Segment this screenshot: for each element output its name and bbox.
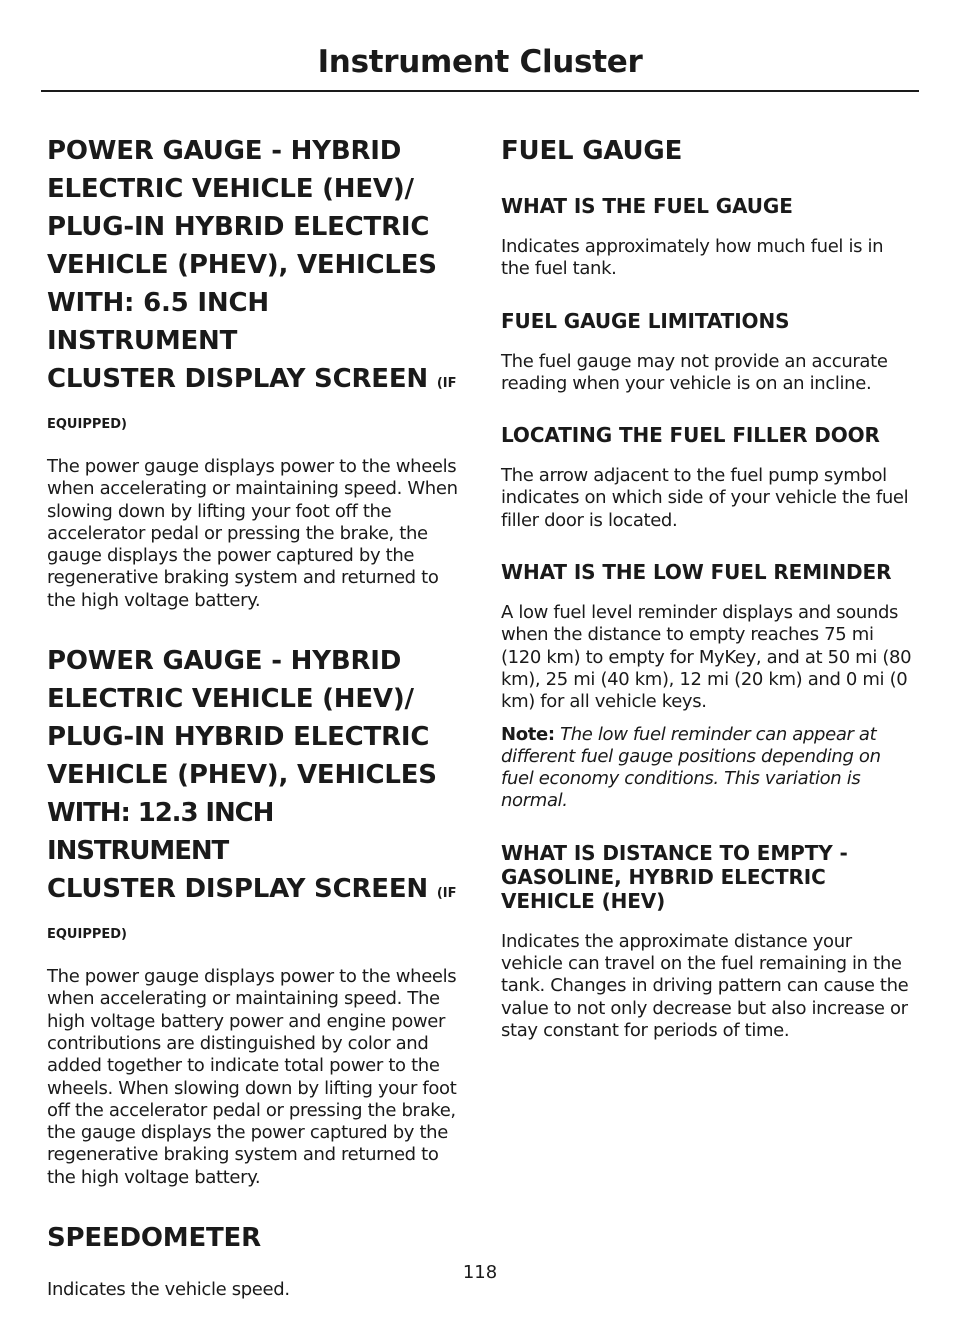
heading-line: PLUG-IN HYBRID ELECTRIC xyxy=(47,212,430,242)
subheading-fuel-gauge-limitations: FUEL GAUGE LIMITATIONS xyxy=(501,308,790,333)
left-column xyxy=(47,132,462,1301)
fuel-gauge-limitations-text: The fuel gauge may not provide an accurate reading when your vehicle is on an incline. xyxy=(501,350,888,394)
heading-line: ELECTRIC VEHICLE (HEV)/ xyxy=(47,174,414,204)
section-heading-power-gauge-6-5 xyxy=(47,132,462,403)
heading-line xyxy=(47,870,462,913)
heading-line: WITH: 12.3 INCH INSTRUMENT xyxy=(47,798,274,867)
power-gauge-6-5-description: The power gauge displays power to the wheels when accelerating or maintaining speed. When slowing down by lifting your foot off the accelerator pedal or pressing the brake, the gauge displays the power captured by the regenerative braking system and returned to the high voltage battery. xyxy=(47,456,458,611)
section-heading-power-gauge-12-3 xyxy=(47,642,462,913)
right-column xyxy=(501,132,916,1042)
low-fuel-note xyxy=(501,724,916,813)
equipped-qualifier: EQUIPPED) xyxy=(47,927,127,943)
note-label: Note: xyxy=(501,723,555,745)
heading-line: POWER GAUGE - HYBRID xyxy=(47,646,402,677)
subheading-low-fuel-reminder: WHAT IS THE LOW FUEL REMINDER xyxy=(501,560,892,585)
fuel-filler-door-text: The arrow adjacent to the fuel pump symbol indicates on which side of your vehicle the fuel filler door is located. xyxy=(501,465,909,531)
section-heading-fuel-gauge: FUEL GAUGE xyxy=(501,136,683,166)
subheading-locating-fuel-filler-door: LOCATING THE FUEL FILLER DOOR xyxy=(501,423,880,448)
heading-line: WITH: 6.5 INCH INSTRUMENT xyxy=(47,288,269,356)
heading-line-text: CLUSTER DISPLAY SCREEN xyxy=(47,364,428,394)
heading-line: ELECTRIC VEHICLE (HEV)/ xyxy=(47,684,414,715)
equipped-qualifier: EQUIPPED) xyxy=(47,417,127,432)
low-fuel-reminder-text: A low fuel level reminder displays and sounds when the distance to empty reaches 75 mi (120 km) to empty for MyKey, and at 50 mi (80 km), 25 mi (40 km), 12 mi (20 km) and 0 mi (0 km) for all vehicle keys. xyxy=(501,602,912,713)
section-heading-speedometer: SPEEDOMETER xyxy=(47,1223,261,1254)
speedometer-description: Indicates the vehicle speed. xyxy=(47,1279,290,1301)
heading-line: VEHICLE (PHEV), VEHICLES xyxy=(47,760,437,791)
heading-line-text: CLUSTER DISPLAY SCREEN xyxy=(47,874,428,905)
heading-line: VEHICLE (PHEV), VEHICLES xyxy=(47,250,437,280)
power-gauge-12-3-description: The power gauge displays power to the wheels when accelerating or maintaining speed. The high voltage battery power and engine power contributions are distinguished by color and added together to indicate total power to the wheels. When slowing down by lifting your foot off the accelerator pedal or pressing the brake, the gauge displays the power captured by the regenerative braking system and returned to the high voltage battery. xyxy=(47,966,457,1188)
fuel-gauge-description: Indicates approximately how much fuel is in the fuel tank. xyxy=(501,236,884,280)
page-number: 118 xyxy=(462,1262,498,1283)
equipped-qualifier: (IF xyxy=(436,886,457,902)
subheading-distance-to-empty: WHAT IS DISTANCE TO EMPTY - GASOLINE, HYBRID ELECTRIC VEHICLE (HEV) xyxy=(501,840,848,913)
distance-to-empty-text: Indicates the approximate distance your vehicle can travel on the fuel remaining in the tank. Changes in driving pattern can cause the value to not only decrease but also increase or stay constant for periods of time. xyxy=(501,930,909,1041)
header-divider xyxy=(41,90,919,92)
heading-line: PLUG-IN HYBRID ELECTRIC xyxy=(47,722,430,753)
note-text: The low fuel reminder can appear at different fuel gauge positions depending on fuel economy conditions. This variation is normal. xyxy=(501,723,881,812)
subheading-what-is-fuel-gauge: WHAT IS THE FUEL GAUGE xyxy=(501,194,793,218)
equipped-qualifier: (IF xyxy=(436,376,457,391)
page-title: Instrument Cluster xyxy=(317,44,643,80)
heading-line: POWER GAUGE - HYBRID xyxy=(47,136,402,166)
heading-line xyxy=(47,360,462,403)
